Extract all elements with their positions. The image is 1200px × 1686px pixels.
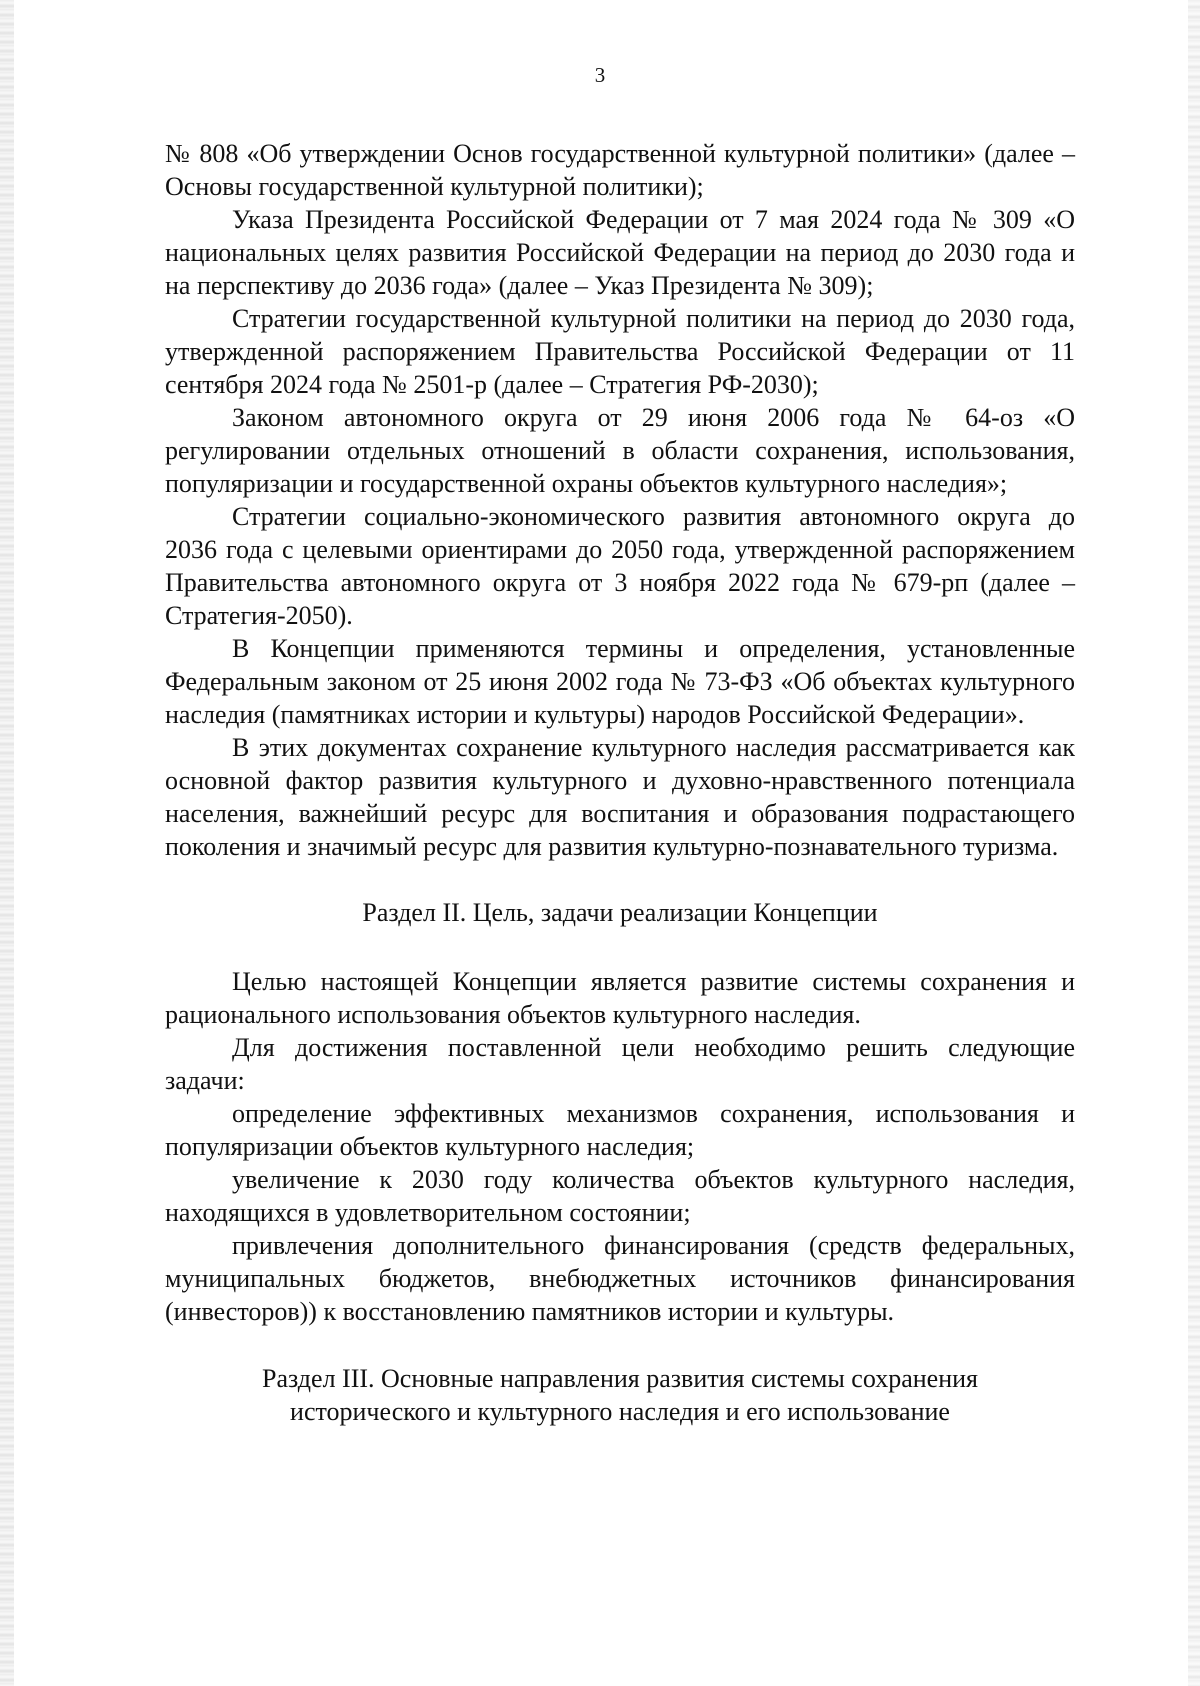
paragraph: Целью настоящей Концепции является развитие системы сохранения и рационального использования объектов культурного наследия. — [165, 967, 1075, 1029]
paragraph: № 808 «Об утверждении Основ государственной культурной политики» (далее – Основы государственной культурной политики); — [165, 139, 1075, 201]
paragraph: В этих документах сохранение культурного наследия рассматривается как основной фактор развития культурного и духовно-нравственного потенциала населения, важнейший ресурс для воспитания и образования подрастающего поколения и значимый ресурс для развития культурно-познавательного туризма. — [165, 733, 1075, 861]
paragraph: Стратегии социально-экономического развития автономного округа до 2036 года с целевыми ориентирами до 2050 года, утвержденной распоряжением Правительства автономного округа от 3 ноября 2022 года № 679-рп (далее – Стратегия-2050). — [165, 502, 1075, 630]
document-body — [165, 137, 1075, 1428]
list-item: привлечения дополнительного финансирования (средств федеральных, муниципальных бюджетов, внебюджетных источников финансирования (инвесторов)) к восстановлению памятников истории и культуры. — [165, 1231, 1075, 1326]
paragraph: Указа Президента Российской Федерации от 7 мая 2024 года № 309 «О национальных целях развития Российской Федерации на период до 2030 года и на перспективу до 2036 года» (далее – Указ Президента № 309); — [165, 205, 1075, 300]
list-item: увеличение к 2030 году количества объектов культурного наследия, находящихся в удовлетворительном состоянии; — [165, 1165, 1075, 1227]
list-item: определение эффективных механизмов сохранения, использования и популяризации объектов культурного наследия; — [165, 1099, 1075, 1161]
scan-edge-left — [0, 0, 14, 1686]
paragraph: Законом автономного округа от 29 июня 2006 года № 64-оз «О регулировании отдельных отношений в области сохранения, использования, популяризации и государственной охраны объектов культурного наследия»; — [165, 403, 1075, 498]
paragraph: Для достижения поставленной цели необходимо решить следующие задачи: — [165, 1033, 1075, 1095]
section-heading: Раздел III. Основные направления развития системы сохранения исторического и культурного наследия и его использование — [262, 1364, 978, 1426]
paragraph: Стратегии государственной культурной политики на период до 2030 года, утвержденной распоряжением Правительства Российской Федерации от 11 сентября 2024 года № 2501-р (далее – Стратегия РФ-2030); — [165, 304, 1075, 399]
paragraph: В Концепции применяются термины и определения, установленные Федеральным законом от 25 июня 2002 года № 73-ФЗ «Об объектах культурного наследия (памятниках истории и культуры) народов Российской Федерации». — [165, 634, 1075, 729]
section-heading: Раздел II. Цель, задачи реализации Концепции — [362, 898, 878, 927]
scan-edge-right — [1188, 0, 1200, 1686]
page-number: 3 — [594, 63, 606, 87]
